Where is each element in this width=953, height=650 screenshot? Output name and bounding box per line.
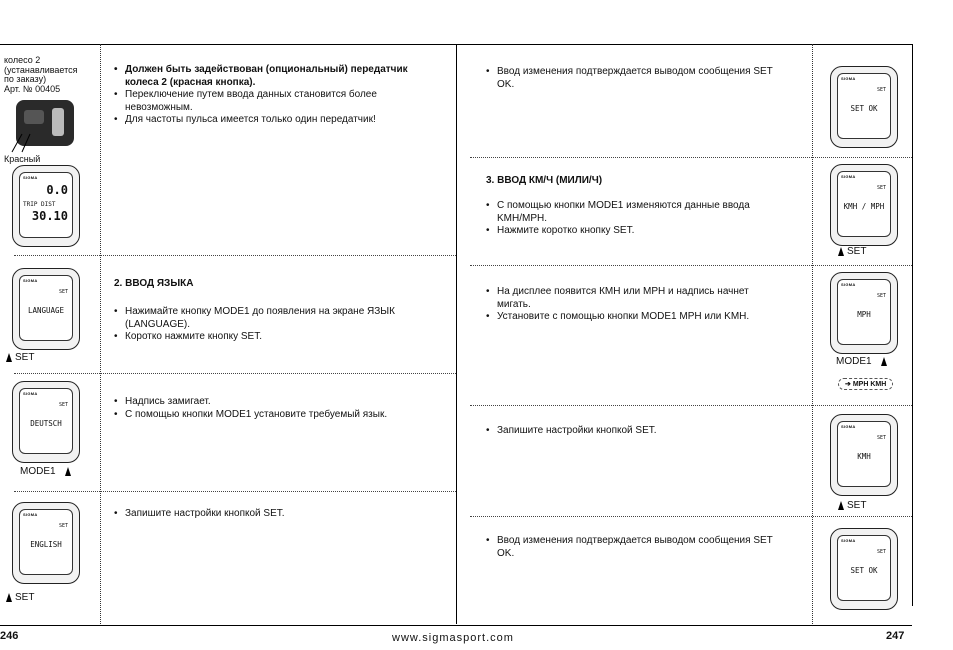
display-text: ENGLISH — [30, 540, 62, 549]
device-display-kmh-mph — [830, 164, 898, 246]
brand-logo: SIGMA — [841, 424, 856, 429]
display-word: DEUTSCH — [30, 419, 62, 428]
label-text: MODE1 — [836, 356, 872, 367]
language-instructions — [114, 306, 414, 344]
list-item: • Нажмите коротко кнопку SET. — [486, 225, 776, 238]
right-divider-1 — [470, 157, 912, 158]
set-button-label — [6, 592, 34, 603]
display-set: SET — [876, 293, 886, 299]
display-set: SET — [876, 87, 886, 93]
wheel2-note: колесо 2 (устанавливается по заказу) Арт. № 00405 — [4, 55, 78, 94]
display-text: KMH — [857, 452, 871, 461]
display-text: LANGUAGE — [27, 306, 65, 315]
list-item: • Запишите настройки кнопкой SET. — [486, 425, 776, 438]
list-item: • Коротко нажмите кнопку SET. — [114, 331, 414, 344]
display-text: SET OK — [850, 566, 878, 575]
right-column-divider — [812, 44, 813, 624]
display-set: SET — [58, 289, 68, 295]
brand-logo: SIGMA — [23, 391, 38, 396]
list-item: • Ввод изменения подтверждается выводом сообщения SET OK. — [486, 66, 776, 91]
display-top-value: 0.0 — [46, 183, 68, 197]
arrow-up-icon — [65, 467, 71, 476]
label-text: SET — [15, 592, 35, 603]
brand-logo: SIGMA — [841, 282, 856, 287]
list-item: • Для частоты пульса имеется только один передатчик! — [114, 114, 414, 127]
arrow-up-icon — [6, 353, 12, 362]
right-edge — [912, 44, 913, 606]
list-item: • На дисплее появится КМН или МРН и надпись начнет мигать. — [486, 286, 776, 311]
mph-kmh-toggle — [838, 378, 893, 390]
brand-logo: SIGMA — [23, 278, 38, 283]
display-set: SET — [876, 549, 886, 555]
section-title-language: 2. ВВОД ЯЗЫКА — [114, 278, 194, 289]
footer-url: www.sigmasport.com — [392, 632, 514, 644]
arrow-up-icon — [838, 247, 844, 256]
label-text: MODE1 — [20, 466, 56, 477]
kmh-instructions — [486, 200, 776, 238]
arrow-up-icon — [6, 593, 12, 602]
left-column-divider — [100, 44, 101, 624]
device-display-english — [12, 502, 80, 584]
right-divider-4 — [470, 516, 912, 517]
list-item: • Переключение путем ввода данных становится более невозможным. — [114, 89, 414, 114]
display-label: TRIP DIST — [23, 201, 56, 208]
device-display-deutsch — [12, 381, 80, 463]
cycle-arrow-icon: ➔ — [845, 381, 851, 388]
brand-logo: SIGMA — [841, 174, 856, 179]
list-item: • Должен быть задействован (опциональный) передатчик колеса 2 (красная кнопка). — [114, 64, 414, 89]
list-item: • Нажимайте кнопку MODE1 до появления на экране ЯЗЫК (LANGUAGE). — [114, 306, 414, 331]
set-button-label — [838, 500, 866, 511]
label-text: SET — [15, 352, 35, 363]
mode1-button-label — [836, 356, 887, 367]
list-item: • С помощью кнопки MODE1 изменяются данные ввода KMH/MPH. — [486, 200, 776, 225]
device-display-setok — [830, 66, 898, 148]
list-item: • С помощью кнопки MODE1 установите требуемый язык. — [114, 409, 414, 422]
list-item: • Запишите настройки кнопкой SET. — [114, 508, 414, 521]
set-button-label — [6, 352, 34, 363]
page-number-right: 247 — [886, 630, 905, 642]
device-display-language — [12, 268, 80, 350]
wheel2-instructions — [114, 64, 414, 127]
brand-logo: SIGMA — [841, 76, 856, 81]
arrow-up-icon — [881, 357, 887, 366]
brand-logo: SIGMA — [23, 512, 38, 517]
page-number-left: 246 — [0, 630, 19, 642]
device-display-kmh — [830, 414, 898, 496]
list-item: • Установите с помощью кнопки MODE1 MPH или KMH. — [486, 311, 776, 324]
label-text: SET — [847, 500, 867, 511]
display-value: 30.10 — [31, 209, 68, 223]
display-set: SET — [58, 402, 68, 408]
blink-instructions — [114, 396, 414, 421]
section-title-kmh: 3. ВВОД КМ/Ч (МИЛИ/Ч) — [486, 175, 603, 186]
left-divider-2 — [14, 373, 456, 374]
toggle-label: MPH KMH — [852, 381, 887, 388]
confirm-instructions-2 — [486, 535, 776, 560]
left-divider-3 — [14, 491, 456, 492]
pointer-lines — [8, 130, 38, 154]
list-item: • Ввод изменения подтверждается выводом сообщения SET OK. — [486, 535, 776, 560]
right-divider-3 — [470, 405, 912, 406]
list-item: • Надпись замигает. — [114, 396, 414, 409]
confirm-instructions — [486, 66, 776, 91]
arrow-up-icon — [838, 501, 844, 510]
display-text: KMH / MPH — [843, 202, 885, 211]
brand-logo: SIGMA — [23, 175, 38, 180]
display-text: MPH — [857, 310, 871, 319]
mph-blink-instructions — [486, 286, 776, 324]
device-display-setok-2 — [830, 528, 898, 610]
display-text — [20, 419, 72, 428]
save-instructions-right — [486, 425, 776, 438]
save-instructions — [114, 508, 414, 521]
right-divider-2 — [470, 265, 912, 266]
left-divider-1 — [14, 255, 456, 256]
display-text: SET OK — [850, 104, 878, 113]
brand-logo: SIGMA — [841, 538, 856, 543]
mode1-button-label — [20, 466, 71, 477]
set-button-label — [838, 246, 866, 257]
display-set: SET — [876, 435, 886, 441]
device-display-mph — [830, 272, 898, 354]
page-divider — [456, 44, 457, 624]
display-set: SET — [876, 185, 886, 191]
label-text: SET — [847, 246, 867, 257]
red-label: Красный — [4, 154, 41, 164]
device-display-trip — [12, 165, 80, 247]
display-set: SET — [58, 523, 68, 529]
